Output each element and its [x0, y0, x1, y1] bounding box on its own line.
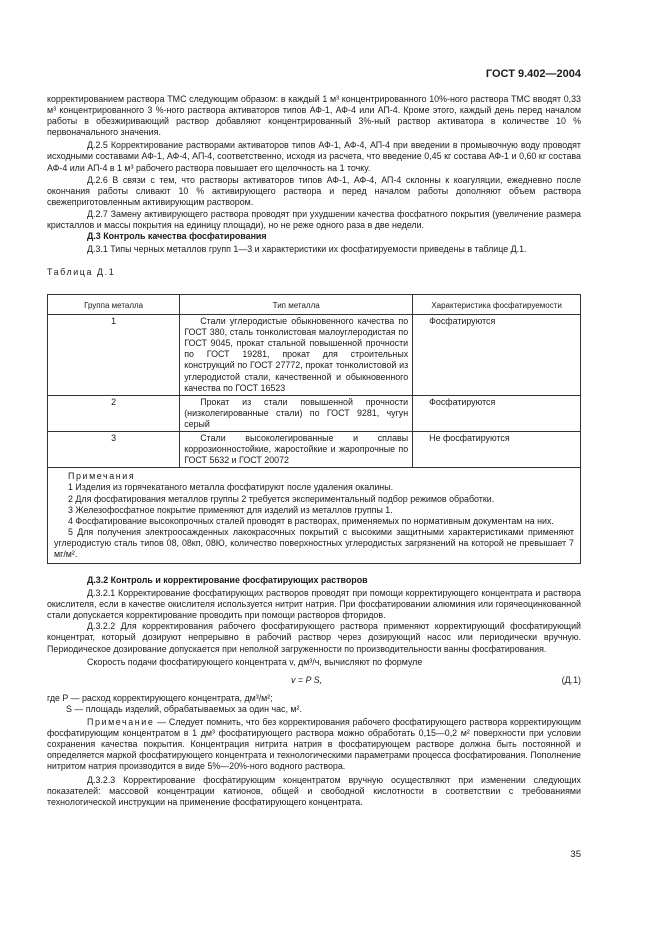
table-header-cell: Тип металла [180, 295, 413, 315]
section-heading-d32: Д.3.2 Контроль и корректирование фосфатирующих растворов [87, 575, 368, 585]
table-cell-type: Прокат из стали повышенной прочности (низколегированные стали) по ГОСТ 9281, чугун серый [180, 395, 413, 431]
formula-number: (Д.1) [561, 674, 581, 685]
paragraph-d26: Д.2.6 В связи с тем, что растворы активаторов типов АФ-1, АФ-4, АП-4 склонны к коагуляции, ежедневно после окончания работы сливают 10 % активирующего раствора и перед началом работы дополняют объем раствора свежеприготовленным активирующим раствором. [47, 174, 581, 207]
document-header: ГОСТ 9.402—2004 [485, 68, 581, 80]
paragraph-d27: Д.2.7 Замену активирующего раствора проводят при ухудшении качества фосфатного покрытия (увеличение размера кристаллов и массы покрытия на единицу площади), но не реже одного раза в две недели. [47, 208, 581, 231]
paragraph-d25: Д.2.5 Корректирование растворами активаторов типов АФ-1, АФ-4, АП-4 при введении в промывочную воду проводят исходными составами АФ-1, АФ-4, АП-4, соответственно, исходя из расчета, что введение 0,45 кг состава АФ-1 и 0,60 кг состава АФ-4 или АП-4 в 1 м³ рабочего раствора повышает его щелочность на 1 точку. [47, 140, 581, 173]
where-p: где P — расход корректирующего концентрата, дм³/м²; [47, 692, 273, 703]
note-item: 5 Для получения электроосажденных лакокрасочных покрытий с высокими защитными характеристиками применяют углеродистую сталь типов 08, 08кп, 08Ю, количество поверхностных углеродистых загрязнений на которой не превышает 7 мг/м². [54, 526, 574, 559]
paragraph-d322: Д.3.2.2 Для корректирования рабочего фосфатирующего раствора применяют корректирующий фосфатирующий концентрат, который дозируют непрерывно в рабочий раствор через дозирующий насос или периодически вручную. Периодическое дозирование допускается при неполной загруженности по производительности ванны фосфатирования. [47, 621, 581, 654]
note-label: Примечание [87, 717, 155, 728]
table-row [48, 432, 581, 468]
table-cell-char: Фосфатируются [413, 315, 581, 396]
table-cell-group: 2 [48, 395, 180, 431]
table-cell-type: Стали углеродистые обыкновенного качества по ГОСТ 380, сталь тонколистовая малоуглеродистая по ГОСТ 9045, прокат стальной повышенной прочности по ГОСТ 19281, прокат для строительных конструкций по ГОСТ 27772, прокат тонколистовой из углеродистой стали, качественной и обыкновенного качества по ГОСТ 16523 [180, 315, 413, 396]
note-paragraph [47, 717, 581, 772]
table-caption: Таблица Д.1 [47, 267, 116, 278]
note-text: — Следует помнить, что без корректирования рабочего фосфатирующего раствора корректирующим фосфатирующим концентратом в 1 дм³ фосфатирующего раствора можно обработать 0,15—0,2 м² поверхности при условии сохранения качества покрытия. Концентрация нитрита натрия в фосфатирующем растворе должна быть постоянной и определяется маркой фосфатирующего концентрата и технологическими параметрами процесса фосфатирования. Пополнение нитритом натрия производится в виде 5%—20%-ного водного раствора. [47, 717, 581, 772]
paragraph-d321: Д.3.2.1 Корректирование фосфатирующих растворов проводят при помощи корректирующего концентрата и раствора окислителя, если в качестве окислителя используется нитрит натрия. При фосфатировании алюминия или горячеоцинкованной стали допускается корректирование проводить при помощи растворов фторидов. [47, 588, 581, 621]
table-cell-group: 1 [48, 315, 180, 396]
section-heading-d3: Д.3 Контроль качества фосфатирования [87, 231, 267, 242]
table-header-row [48, 295, 581, 315]
note-item: 1 Изделия из горячекатаного металла фосфатируют после удаления окалины. [68, 482, 394, 493]
paragraph-d323: Д.3.2.3 Корректирование фосфатирующим концентратом вручную осуществляют при изменении следующих показателей: массовой концентрации катионов, общей и свободной кислотности в соответствии с требованиями технологической инструкции на применение фосфатирующего концентрата. [47, 774, 581, 807]
formula: v = P S, [291, 674, 322, 685]
note-item: 4 Фосфатирование высокопрочных сталей проводят в растворах, применяемых по нормативным документам на них. [68, 515, 554, 526]
note-item: 2 Для фосфатирования металлов группы 2 требуется экспериментальный подбор режимов обработки. [68, 493, 495, 504]
table-cell-type: Стали высоколегированные и сплавы коррозионностойкие, жаростойкие и жаропрочные по ГОСТ 5632 и ГОСТ 20072 [180, 432, 413, 468]
table-header-cell: Группа металла [48, 295, 180, 315]
table-row [48, 395, 581, 431]
table-cell-char: Не фосфатируются [413, 432, 581, 468]
table-notes-row [48, 468, 581, 564]
notes-title: Примечания [68, 471, 136, 482]
table-cell-group: 3 [48, 432, 180, 468]
where-s: S — площадь изделий, обрабатываемых за один час, м². [66, 703, 302, 714]
text-block-top [47, 94, 581, 278]
paragraph-continued: корректированием раствора ТМС следующим образом: в каждый 1 м³ концентрированного 10%-ного раствора ТМС вводят 0,33 м³ концентрированного 3 %-ного раствора активаторов типов АФ-1, АФ-4 или АП-4. Кроме этого, каждый день перед началом работы в обезжиривающий раствор добавляют концентрированный 3%-ный раствор активатора в количестве 10 % первоначального значения. [47, 94, 581, 138]
note-item: 3 Железофосфатное покрытие применяют для изделий из металлов группы 1. [68, 504, 393, 515]
table-d1 [47, 294, 581, 564]
formula-line [47, 675, 581, 686]
table-cell-char: Фосфатируются [413, 395, 581, 431]
table-header-cell: Характеристика фосфатируемости [413, 295, 581, 315]
table-row [48, 315, 581, 396]
page-number: 35 [570, 849, 581, 860]
paragraph-d31: Д.3.1 Типы черных металлов групп 1—3 и характеристики их фосфатируемости приведены в таблице Д.1. [87, 244, 527, 255]
paragraph-speed: Скорость подачи фосфатирующего концентрата v, дм³/ч, вычисляют по формуле [87, 656, 423, 667]
table-notes [48, 468, 581, 564]
text-block-bottom [47, 575, 581, 808]
